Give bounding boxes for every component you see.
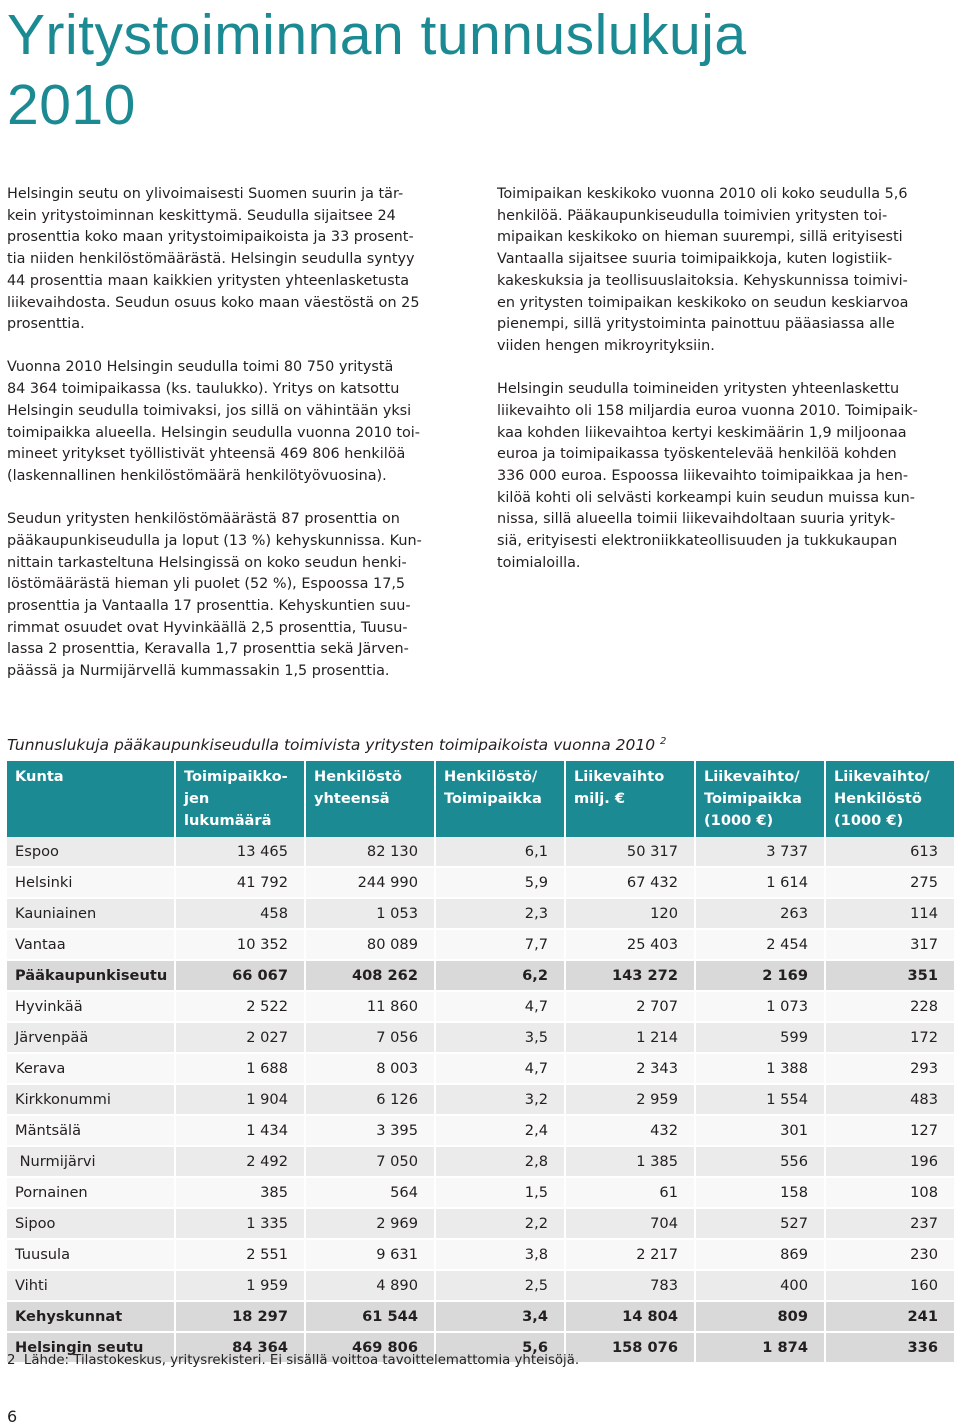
column-header: Liikevaihto/ Henkilöstö (1000 €) xyxy=(825,761,954,837)
value-cell: 3,5 xyxy=(435,1022,565,1053)
municipality-cell: Kerava xyxy=(7,1053,175,1084)
right-text-column xyxy=(497,184,952,596)
value-cell: 3,4 xyxy=(435,1301,565,1332)
value-cell: 400 xyxy=(695,1270,825,1301)
value-cell: 4,7 xyxy=(435,991,565,1022)
value-cell: 66 067 xyxy=(175,960,305,991)
value-cell: 4 890 xyxy=(305,1270,435,1301)
value-cell: 527 xyxy=(695,1208,825,1239)
value-cell: 3,2 xyxy=(435,1084,565,1115)
value-cell: 7 056 xyxy=(305,1022,435,1053)
value-cell: 4,7 xyxy=(435,1053,565,1084)
value-cell: 158 xyxy=(695,1177,825,1208)
municipality-cell: Kauniainen xyxy=(7,898,175,929)
value-cell: 244 990 xyxy=(305,867,435,898)
value-cell: 1 053 xyxy=(305,898,435,929)
value-cell: 275 xyxy=(825,867,954,898)
value-cell: 237 xyxy=(825,1208,954,1239)
value-cell: 1,5 xyxy=(435,1177,565,1208)
municipality-cell: Pornainen xyxy=(7,1177,175,1208)
municipality-cell: Tuusula xyxy=(7,1239,175,1270)
value-cell: 14 804 xyxy=(565,1301,695,1332)
column-header: Kunta xyxy=(7,761,175,837)
value-cell: 143 272 xyxy=(565,960,695,991)
value-cell: 458 xyxy=(175,898,305,929)
page-title xyxy=(7,0,747,140)
table-caption xyxy=(7,736,666,754)
municipality-cell: Mäntsälä xyxy=(7,1115,175,1146)
value-cell: 2,3 xyxy=(435,898,565,929)
value-cell: 783 xyxy=(565,1270,695,1301)
value-cell: 6,1 xyxy=(435,837,565,867)
value-cell: 80 089 xyxy=(305,929,435,960)
value-cell: 114 xyxy=(825,898,954,929)
value-cell: 408 262 xyxy=(305,960,435,991)
value-cell: 2,8 xyxy=(435,1146,565,1177)
value-cell: 196 xyxy=(825,1146,954,1177)
value-cell: 809 xyxy=(695,1301,825,1332)
value-cell: 230 xyxy=(825,1239,954,1270)
municipality-cell: Järvenpää xyxy=(7,1022,175,1053)
value-cell: 564 xyxy=(305,1177,435,1208)
table-body xyxy=(7,837,954,1363)
table-row xyxy=(7,991,954,1022)
value-cell: 2 343 xyxy=(565,1053,695,1084)
value-cell: 556 xyxy=(695,1146,825,1177)
table-caption-text: Tunnuslukuja pääkaupunkiseudulla toimivista yritysten toimipaikoista vuonna 2010 xyxy=(7,736,656,755)
value-cell: 2 522 xyxy=(175,991,305,1022)
table-header xyxy=(7,761,954,837)
value-cell: 1 214 xyxy=(565,1022,695,1053)
value-cell: 9 631 xyxy=(305,1239,435,1270)
value-cell: 2 551 xyxy=(175,1239,305,1270)
value-cell: 1 554 xyxy=(695,1084,825,1115)
paragraph: Seudun yritysten henkilöstömäärästä 87 prosenttia on pääkaupunkiseudulla ja loput (13 %) kehyskunnissa. Kun- nittain tarkasteltuna Helsingissä on koko seudun henki- löstömäärästä hieman yli puolet (52 %), Espoossa 17,5 prosenttia ja Vantaalla 17 prosenttia. Kehyskuntien suu- rimmat osuudet ovat Hyvinkäällä 2,5 prosenttia, Tuusu- lassa 2 prosenttia, Keravalla 1,7 prosenttia sekä Järven- päässä ja Nurmijärvellä kummassakin 1,5 prosenttia. xyxy=(7,511,422,680)
column-header: Henkilöstö yhteensä xyxy=(305,761,435,837)
value-cell: 2 492 xyxy=(175,1146,305,1177)
table-row xyxy=(7,837,954,867)
value-cell: 67 432 xyxy=(565,867,695,898)
column-header: Henkilöstö/ Toimipaikka xyxy=(435,761,565,837)
table-header-row xyxy=(7,761,954,837)
value-cell: 2,4 xyxy=(435,1115,565,1146)
paragraph: Toimipaikan keskikoko vuonna 2010 oli koko seudulla 5,6 henkilöä. Pääkaupunkiseudulla toimivien yritysten toi- mipaikan keskikoko on hieman suurempi, sillä erityisesti Vantaalla sijaitsee suuria toimipaikkoja, kuten logistiik- kakeskuksia ja teollisuuslaitoksia. Kehyskunnissa toimivi- en yritysten toimipaikan keskikoko on seudun keskiarvoa pienempi, sillä yritystoiminta painottuu pääasiassa alle viiden hengen mikroyrityksiin. xyxy=(497,186,909,354)
table-row xyxy=(7,929,954,960)
value-cell: 7 050 xyxy=(305,1146,435,1177)
value-cell: 293 xyxy=(825,1053,954,1084)
value-cell: 5,9 xyxy=(435,867,565,898)
value-cell: 1 959 xyxy=(175,1270,305,1301)
municipality-cell: Vantaa xyxy=(7,929,175,960)
municipality-cell: Helsingin seutu xyxy=(7,1332,175,1363)
table-total-row xyxy=(7,960,954,991)
value-cell: 2 169 xyxy=(695,960,825,991)
value-cell: 1 335 xyxy=(175,1208,305,1239)
municipality-cell: Kirkkonummi xyxy=(7,1084,175,1115)
value-cell: 317 xyxy=(825,929,954,960)
value-cell: 2 454 xyxy=(695,929,825,960)
value-cell: 301 xyxy=(695,1115,825,1146)
value-cell: 1 388 xyxy=(695,1053,825,1084)
value-cell: 228 xyxy=(825,991,954,1022)
paragraph: Helsingin seutu on ylivoimaisesti Suomen suurin ja tär- kein yritystoiminnan keskittymä. Seudulla sijaitsee 24 prosenttia koko maan yritystoimipaikoista ja 33 prosent- tia niiden henkilöstömäärästä. Helsingin seudulla syntyy 44 prosenttia maan kaikkien yritysten yhteenlasketusta liikevaihdosta. Seudun osuus koko maan väestöstä on 25 prosenttia. xyxy=(7,186,420,333)
table-row xyxy=(7,1208,954,1239)
municipality-cell: Vihti xyxy=(7,1270,175,1301)
value-cell: 1 073 xyxy=(695,991,825,1022)
value-cell: 1 874 xyxy=(695,1332,825,1363)
paragraph: Vuonna 2010 Helsingin seudulla toimi 80 750 yritystä 84 364 toimipaikassa (ks. taulukko). Yritys on katsottu Helsingin seudulla toimivaksi, jos sillä on vähintään yksi toimipaikka alueella. Helsingin seudulla vuonna 2010 toi- mineet yritykset työllistivät yhteensä 469 806 henkilöä (laskennallinen henkilöstömäärä henkilötyövuosina). xyxy=(7,359,420,484)
value-cell: 1 434 xyxy=(175,1115,305,1146)
column-header: Liikevaihto/ Toimipaikka (1000 €) xyxy=(695,761,825,837)
value-cell: 11 860 xyxy=(305,991,435,1022)
value-cell: 336 xyxy=(825,1332,954,1363)
value-cell: 120 xyxy=(565,898,695,929)
municipality-cell: Helsinki xyxy=(7,867,175,898)
value-cell: 1 688 xyxy=(175,1053,305,1084)
value-cell: 1 904 xyxy=(175,1084,305,1115)
value-cell: 1 385 xyxy=(565,1146,695,1177)
value-cell: 61 xyxy=(565,1177,695,1208)
table-row xyxy=(7,1270,954,1301)
left-text-column xyxy=(7,184,462,704)
column-header: Liikevaihto milj. € xyxy=(565,761,695,837)
value-cell: 172 xyxy=(825,1022,954,1053)
page-number: 6 xyxy=(7,1407,18,1426)
value-cell: 599 xyxy=(695,1022,825,1053)
municipality-cell: Nurmijärvi xyxy=(7,1146,175,1177)
value-cell: 483 xyxy=(825,1084,954,1115)
value-cell: 158 076 xyxy=(565,1332,695,1363)
value-cell: 160 xyxy=(825,1270,954,1301)
value-cell: 82 130 xyxy=(305,837,435,867)
value-cell: 7,7 xyxy=(435,929,565,960)
value-cell: 1 614 xyxy=(695,867,825,898)
municipality-cell: Pääkaupunkiseutu xyxy=(7,960,175,991)
value-cell: 2 969 xyxy=(305,1208,435,1239)
value-cell: 2,2 xyxy=(435,1208,565,1239)
page-title-text: Yritystoiminnan tunnuslukuja 2010 xyxy=(7,3,747,137)
value-cell: 10 352 xyxy=(175,929,305,960)
municipality-cell: Sipoo xyxy=(7,1208,175,1239)
table-row xyxy=(7,1022,954,1053)
table-row xyxy=(7,898,954,929)
table-row xyxy=(7,1146,954,1177)
column-header: Toimipaikko- jen lukumäärä xyxy=(175,761,305,837)
municipality-cell: Hyvinkää xyxy=(7,991,175,1022)
value-cell: 2 217 xyxy=(565,1239,695,1270)
value-cell: 263 xyxy=(695,898,825,929)
paragraph: Helsingin seudulla toimineiden yritysten yhteenlaskettu liikevaihto oli 158 miljardia euroa vuonna 2010. Toimipaik- kaa kohden liikevaihtoa kertyi keskimäärin 1,9 miljoonaa euroa ja toimipaikassa työskentelevää henkilöä kohden 336 000 euroa. Espoossa liikevaihto toimipaikkaa ja hen- kilöä kohti oli selvästi korkeampi kuin seudun muissa kun- nissa, sillä alueella toimii liikevaihdoltaan suuria yrityk- siä, erityisesti elektroniikkateollisuuden ja tukkukaupan toimialoilla. xyxy=(497,381,918,571)
value-cell: 6,2 xyxy=(435,960,565,991)
table-row xyxy=(7,1177,954,1208)
value-cell: 2 707 xyxy=(565,991,695,1022)
value-cell: 385 xyxy=(175,1177,305,1208)
table-row xyxy=(7,1053,954,1084)
value-cell: 3,8 xyxy=(435,1239,565,1270)
value-cell: 127 xyxy=(825,1115,954,1146)
value-cell: 869 xyxy=(695,1239,825,1270)
value-cell: 41 792 xyxy=(175,867,305,898)
table-row xyxy=(7,1239,954,1270)
value-cell: 5,6 xyxy=(435,1332,565,1363)
value-cell: 50 317 xyxy=(565,837,695,867)
value-cell: 13 465 xyxy=(175,837,305,867)
table-total-row xyxy=(7,1301,954,1332)
footnote: 2 Lähde: Tilastokeskus, yritysrekisteri. Ei sisällä voittoa tavoittelemattomia yhteisöjä. xyxy=(7,1353,580,1368)
value-cell: 241 xyxy=(825,1301,954,1332)
value-cell: 8 003 xyxy=(305,1053,435,1084)
value-cell: 613 xyxy=(825,837,954,867)
value-cell: 2,5 xyxy=(435,1270,565,1301)
table-row xyxy=(7,1084,954,1115)
value-cell: 704 xyxy=(565,1208,695,1239)
value-cell: 2 959 xyxy=(565,1084,695,1115)
value-cell: 3 395 xyxy=(305,1115,435,1146)
value-cell: 351 xyxy=(825,960,954,991)
value-cell: 25 403 xyxy=(565,929,695,960)
value-cell: 6 126 xyxy=(305,1084,435,1115)
table-row xyxy=(7,1115,954,1146)
value-cell: 2 027 xyxy=(175,1022,305,1053)
table-caption-footnote-ref: 2 xyxy=(660,736,667,747)
value-cell: 84 364 xyxy=(175,1332,305,1363)
value-cell: 108 xyxy=(825,1177,954,1208)
municipality-cell: Kehyskunnat xyxy=(7,1301,175,1332)
value-cell: 61 544 xyxy=(305,1301,435,1332)
value-cell: 18 297 xyxy=(175,1301,305,1332)
value-cell: 3 737 xyxy=(695,837,825,867)
value-cell: 432 xyxy=(565,1115,695,1146)
table-row xyxy=(7,867,954,898)
municipality-cell: Espoo xyxy=(7,837,175,867)
value-cell: 469 806 xyxy=(305,1332,435,1363)
statistics-table xyxy=(7,761,954,1364)
